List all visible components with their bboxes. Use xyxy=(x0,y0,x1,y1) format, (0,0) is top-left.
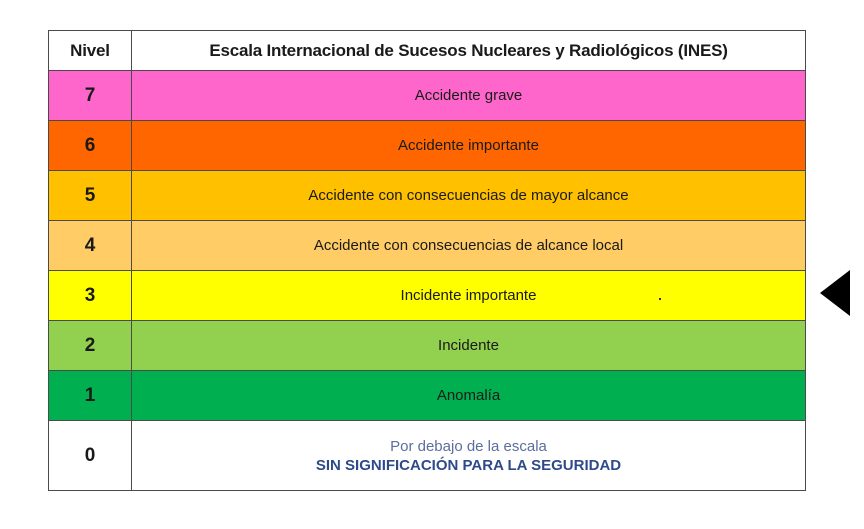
level-number: 7 xyxy=(49,71,132,121)
level-description: Accidente grave xyxy=(132,71,806,121)
level-description: Anomalía xyxy=(132,371,806,421)
level-number: 1 xyxy=(49,371,132,421)
left-triangle-pointer-icon xyxy=(820,270,850,316)
level-description: Incidente importante xyxy=(132,271,806,321)
level-row-3 xyxy=(49,271,806,321)
level-row-7 xyxy=(49,71,806,121)
level-description: Accidente con consecuencias de mayor alcance xyxy=(132,171,806,221)
no-safety-significance-label: SIN SIGNIFICACIÓN PARA LA SEGURIDAD xyxy=(315,456,622,474)
level-number: 5 xyxy=(49,171,132,221)
level-row-2 xyxy=(49,321,806,371)
level-number: 0 xyxy=(49,421,132,491)
level-description: Accidente con consecuencias de alcance local xyxy=(132,221,806,271)
level-row-5 xyxy=(49,171,806,221)
level-description xyxy=(132,421,806,491)
level-row-4 xyxy=(49,221,806,271)
level-description: Incidente xyxy=(132,321,806,371)
level-description: Accidente importante xyxy=(132,121,806,171)
level-row-1 xyxy=(49,371,806,421)
stray-dot xyxy=(659,298,661,300)
level-number: 6 xyxy=(49,121,132,171)
ines-table xyxy=(48,30,806,491)
level-number: 3 xyxy=(49,271,132,321)
level-number: 2 xyxy=(49,321,132,371)
header-level: Nivel xyxy=(49,31,132,71)
header-scale-title: Escala Internacional de Sucesos Nucleares y Radiológicos (INES) xyxy=(132,31,806,71)
below-scale-label: Por debajo de la escala xyxy=(390,437,547,455)
level-row-0 xyxy=(49,421,806,491)
level-number: 4 xyxy=(49,221,132,271)
level-row-6 xyxy=(49,121,806,171)
table-header-row xyxy=(49,31,806,71)
